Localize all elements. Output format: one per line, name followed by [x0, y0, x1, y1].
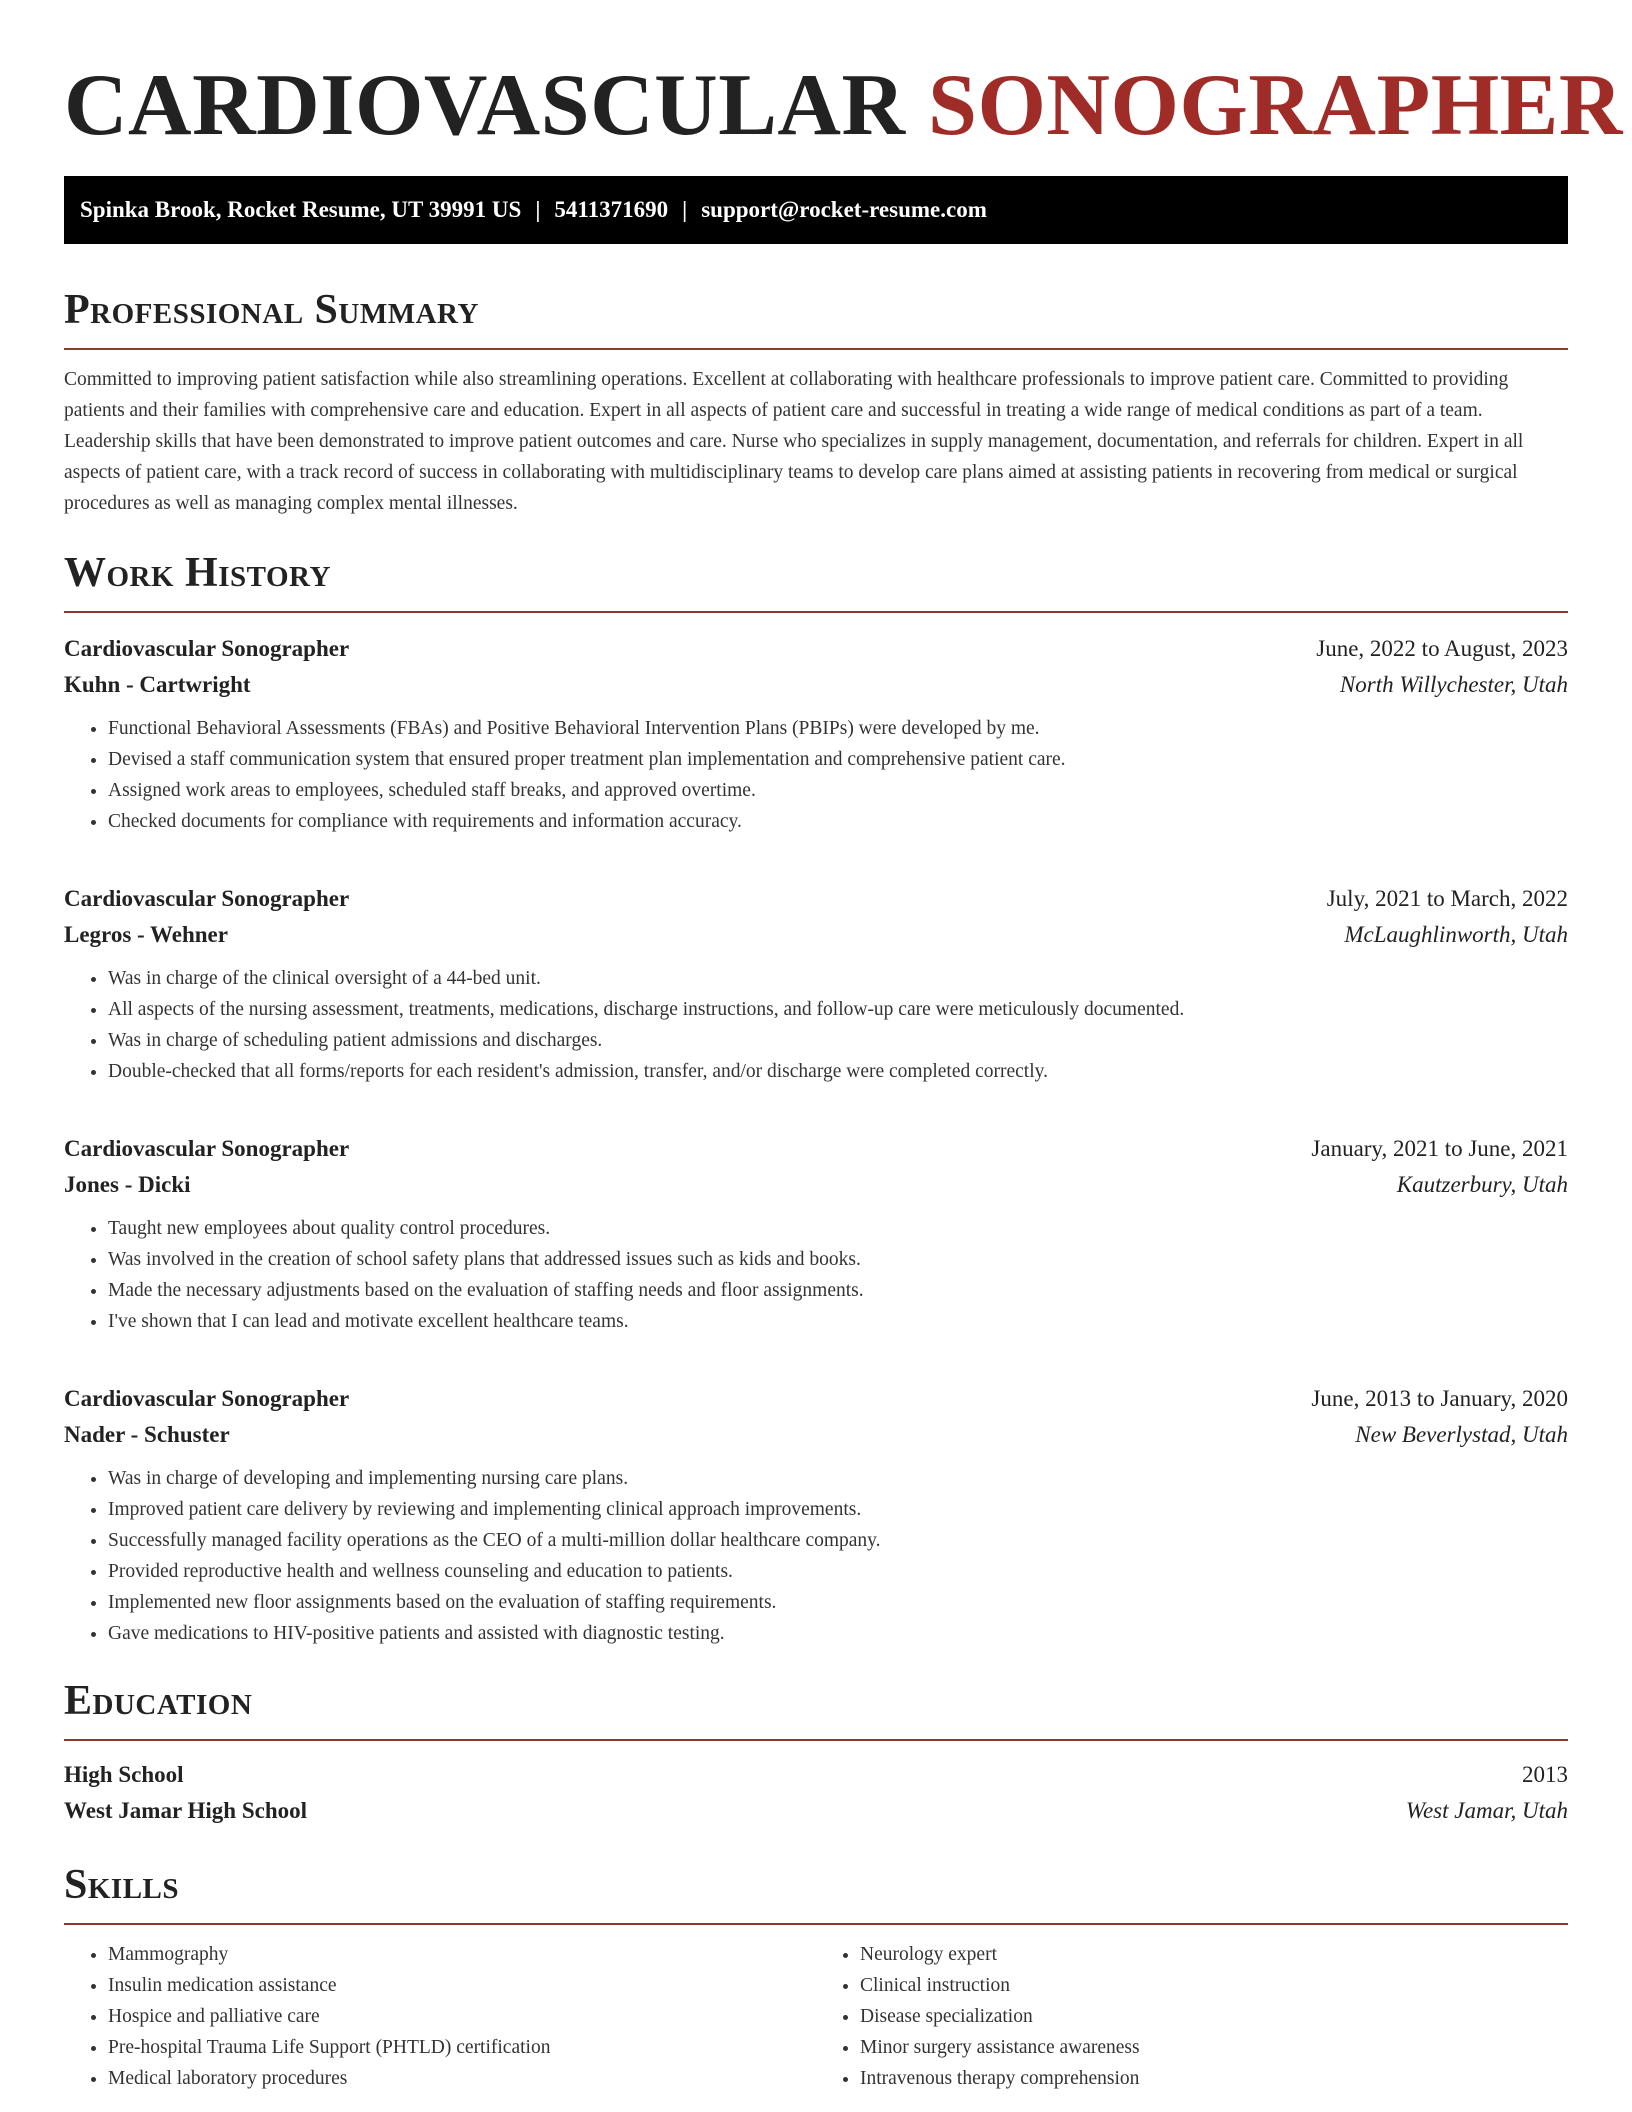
- list-item: • Successfully managed facility operations as the CEO of a multi-million dollar healthcare company.: [108, 1525, 1568, 1556]
- education-year: 2013: [1522, 1762, 1568, 1787]
- section-heading-skills: Skills: [64, 1859, 1568, 1925]
- list-item: • Double-checked that all forms/reports for each resident's admission, transfer, and/or discharge were completed correctly.: [108, 1056, 1568, 1087]
- job-dates: June, 2013 to January, 2020: [1311, 1386, 1568, 1411]
- list-item: • Medical laboratory procedures: [108, 2063, 816, 2094]
- section-heading-work-history: Work History: [64, 547, 1568, 613]
- contact-email: support@rocket-resume.com: [701, 197, 987, 222]
- job-bullets: [64, 713, 1568, 837]
- list-item: • Improved patient care delivery by reviewing and implementing clinical approach improvements.: [108, 1494, 1568, 1525]
- list-item: • Mammography: [108, 1939, 816, 1970]
- list-item: • Devised a staff communication system that ensured proper treatment plan implementation and comprehensive patient care.: [108, 744, 1568, 775]
- title-role-word: SONOGRAPHER: [928, 57, 1623, 154]
- list-item: • Was in charge of scheduling patient admissions and discharges.: [108, 1025, 1568, 1056]
- list-item: • Taught new employees about quality control procedures.: [108, 1213, 1568, 1244]
- list-item: • Provided reproductive health and wellness counseling and education to patients.: [108, 1556, 1568, 1587]
- list-item: • Was in charge of developing and implementing nursing care plans.: [108, 1463, 1568, 1494]
- list-item: • Neurology expert: [860, 1939, 1568, 1970]
- job-location: New Beverlystad, Utah: [1355, 1422, 1568, 1447]
- education-degree: High School: [64, 1762, 184, 1787]
- summary-text: Committed to improving patient satisfaction while also streamlining operations. Excellent at collaborating with healthcare professionals to improve patient care. Committed to providing patients and their families with comprehensive care and education. Expert in all aspects of patient care and successful in treating a wide range of medical conditions as part of a team. Leadership skills that have been demonstrated to improve patient outcomes and care. Nurse who specializes in supply management, documentation, and referrals for children. Expert in all aspects of patient care, with a track record of success in collaborating with multidisciplinary teams to develop care plans aimed at assisting patients in recovering from medical or surgical procedures as well as managing complex mental illnesses.: [64, 369, 1524, 514]
- list-item: • All aspects of the nursing assessment, treatments, medications, discharge instructions, and follow-up care were meticulously documented.: [108, 994, 1568, 1025]
- job-title: Cardiovascular Sonographer: [64, 1136, 350, 1161]
- contact-address: Spinka Brook, Rocket Resume, UT 39991 US: [80, 197, 522, 222]
- contact-separator: |: [535, 197, 541, 222]
- section-heading-education: Education: [64, 1675, 1568, 1741]
- job-company: Jones - Dicki: [64, 1172, 191, 1197]
- contact-bar: [64, 176, 1568, 244]
- job-dates: June, 2022 to August, 2023: [1316, 636, 1568, 661]
- job-entry: [64, 631, 1568, 837]
- skills-columns: [64, 1939, 1568, 2094]
- job-bullets: [64, 963, 1568, 1087]
- list-item: • Assigned work areas to employees, scheduled staff breaks, and approved overtime.: [108, 775, 1568, 806]
- job-company: Nader - Schuster: [64, 1422, 230, 1447]
- job-bullets: [64, 1213, 1568, 1337]
- education-entry: [64, 1757, 1568, 1829]
- list-item: • Disease specialization: [860, 2001, 1568, 2032]
- job-title: Cardiovascular Sonographer: [64, 1386, 350, 1411]
- list-item: • Insulin medication assistance: [108, 1970, 816, 2001]
- title-job-word: CARDIOVASCULAR: [64, 57, 906, 154]
- job-title: Cardiovascular Sonographer: [64, 886, 350, 911]
- job-bullets: [64, 1463, 1568, 1649]
- job-title: Cardiovascular Sonographer: [64, 636, 350, 661]
- job-entry: [64, 1381, 1568, 1649]
- job-dates: January, 2021 to June, 2021: [1311, 1136, 1568, 1161]
- job-company: Kuhn - Cartwright: [64, 672, 251, 697]
- resume-page: [64, 0, 1623, 2094]
- job-dates: July, 2021 to March, 2022: [1326, 886, 1568, 911]
- list-item: • Implemented new floor assignments based on the evaluation of staffing requirements.: [108, 1587, 1568, 1618]
- list-item: • Minor surgery assistance awareness: [860, 2032, 1568, 2063]
- list-item: • Was involved in the creation of school safety plans that addressed issues such as kids and books.: [108, 1244, 1568, 1275]
- job-location: Kautzerbury, Utah: [1396, 1172, 1568, 1197]
- contact-phone: 5411371690: [554, 197, 669, 222]
- list-item: • Made the necessary adjustments based on the evaluation of staffing needs and floor assignments.: [108, 1275, 1568, 1306]
- list-item: • Checked documents for compliance with requirements and information accuracy.: [108, 806, 1568, 837]
- job-entry: [64, 1131, 1568, 1337]
- list-item: • I've shown that I can lead and motivate excellent healthcare teams.: [108, 1306, 1568, 1337]
- list-item: • Gave medications to HIV-positive patients and assisted with diagnostic testing.: [108, 1618, 1568, 1649]
- education-location: West Jamar, Utah: [1405, 1798, 1568, 1823]
- job-location: McLaughlinworth, Utah: [1344, 922, 1568, 947]
- education-school: West Jamar High School: [64, 1798, 308, 1823]
- job-location: North Willychester, Utah: [1339, 672, 1568, 697]
- list-item: • Pre-hospital Trauma Life Support (PHTLD) certification: [108, 2032, 816, 2063]
- section-heading-summary: Professional Summary: [64, 284, 1568, 350]
- list-item: • Intravenous therapy comprehension: [860, 2063, 1568, 2094]
- contact-separator: |: [682, 197, 688, 222]
- list-item: • Hospice and palliative care: [108, 2001, 816, 2032]
- list-item: • Was in charge of the clinical oversight of a 44-bed unit.: [108, 963, 1568, 994]
- skills-list-left: [64, 1939, 816, 2094]
- skills-list-right: [816, 1939, 1568, 2094]
- list-item: • Functional Behavioral Assessments (FBAs) and Positive Behavioral Intervention Plans (PBIPs) were developed by me.: [108, 713, 1568, 744]
- list-item: • Clinical instruction: [860, 1970, 1568, 2001]
- resume-title: [64, 56, 1623, 156]
- job-company: Legros - Wehner: [64, 922, 228, 947]
- job-entry: [64, 881, 1568, 1087]
